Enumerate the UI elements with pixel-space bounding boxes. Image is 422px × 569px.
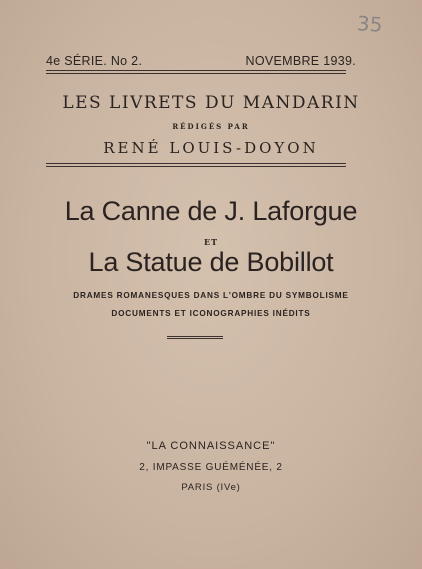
pencil-annotation: 35 xyxy=(355,11,383,37)
header-line xyxy=(46,54,356,68)
author-name: RENÉ LOUIS-DOYON xyxy=(103,139,319,157)
title-conjunction: ET xyxy=(203,237,219,247)
edited-by-label: RÉDIGÉS PAR xyxy=(172,122,250,131)
author-rule xyxy=(46,163,346,167)
main-title-line1: La Canne de J. Laforgue xyxy=(64,196,358,226)
subtitle-line1: DRAMES ROMANESQUES DANS L'OMBRE DU SYMBOLISME xyxy=(73,291,349,300)
series-number: 4e SÉRIE. No 2. xyxy=(46,54,143,68)
publisher-city: PARIS (IVe) xyxy=(181,482,241,493)
subtitle-rule xyxy=(167,336,223,339)
collection-title: LES LIVRETS DU MANDARIN xyxy=(62,93,360,113)
publisher-address: 2, IMPASSE GUÉMÉNÉE, 2 xyxy=(139,462,283,473)
publisher-name: "LA CONNAISSANCE" xyxy=(146,440,276,452)
publication-date: NOVEMBRE 1939. xyxy=(245,54,356,68)
main-title-line2: La Statue de Bobillot xyxy=(88,247,334,277)
subtitle-line2: DOCUMENTS ET ICONOGRAPHIES INÉDITS xyxy=(111,309,311,318)
header-rule xyxy=(46,70,346,74)
